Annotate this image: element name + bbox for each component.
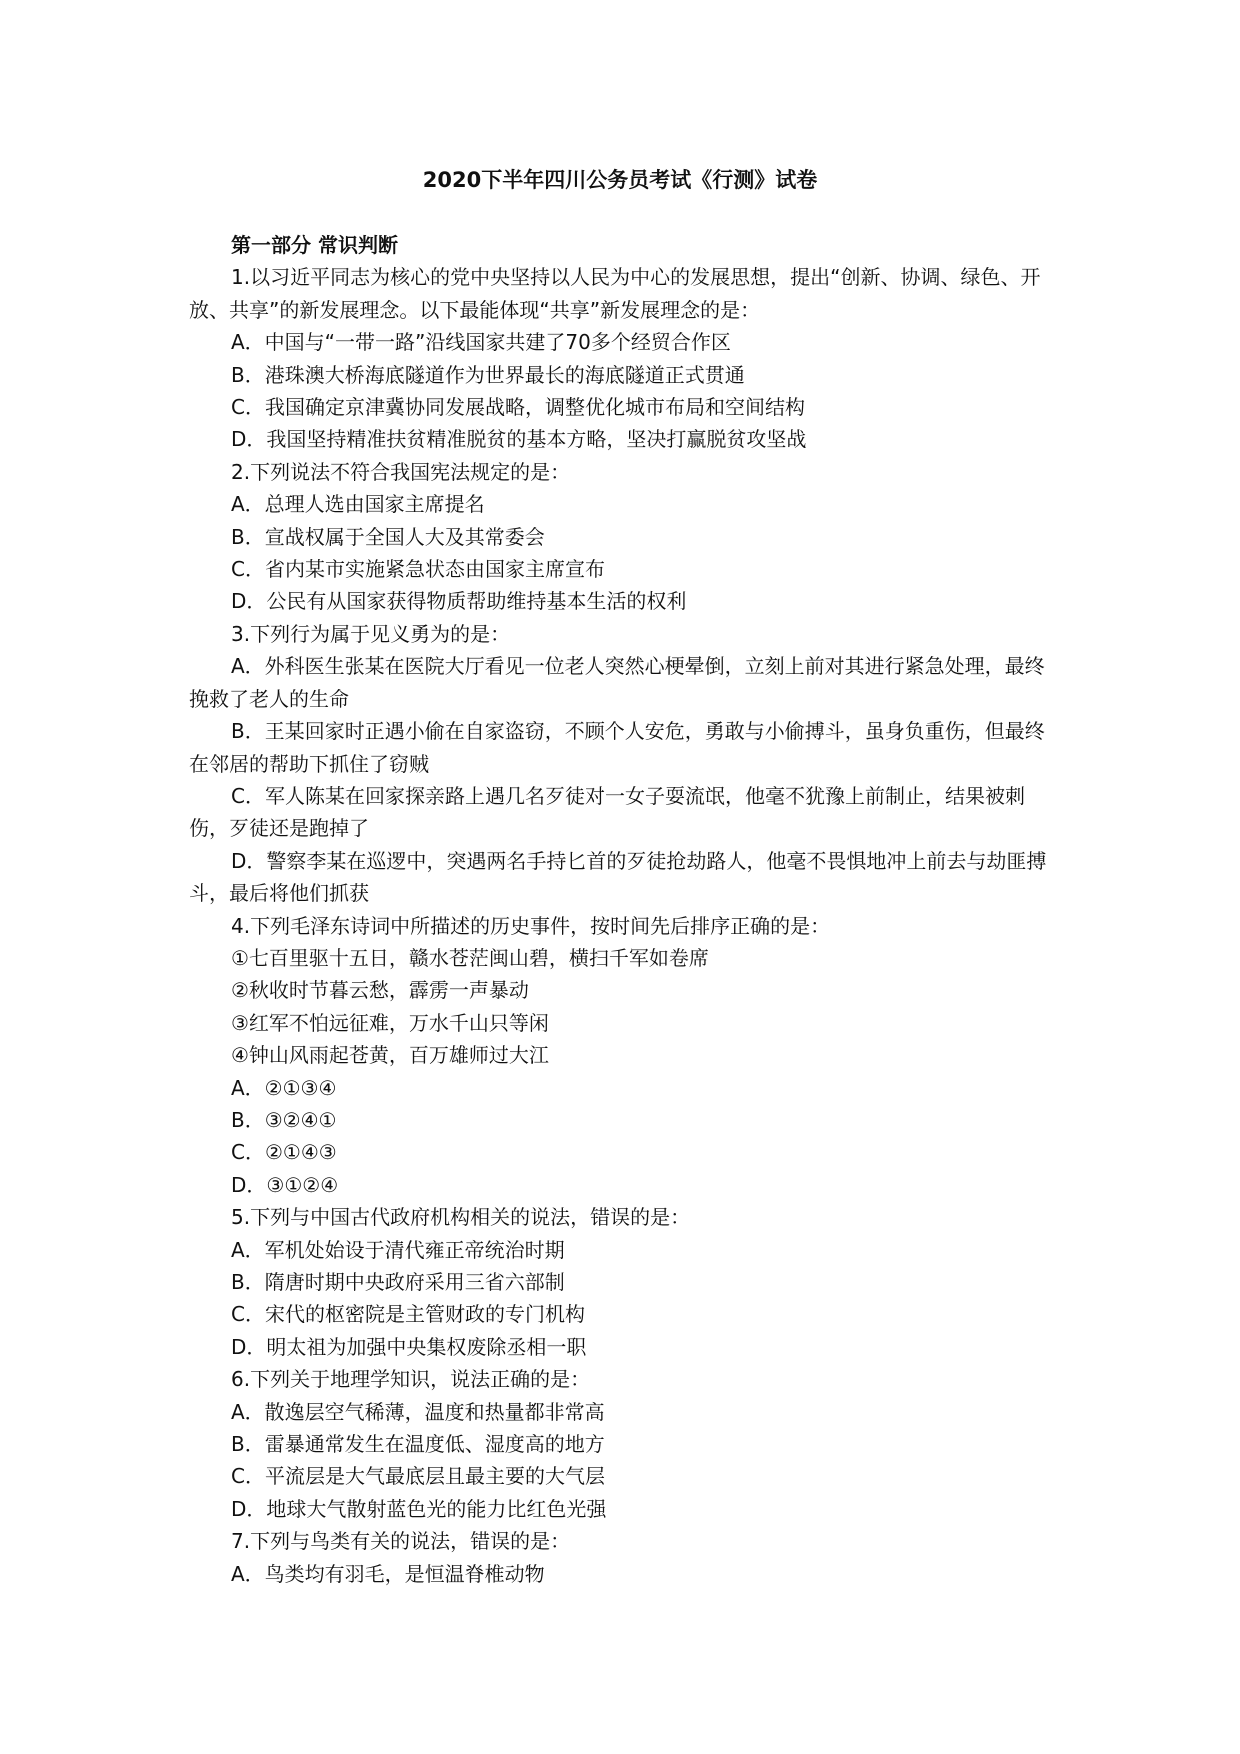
question-3-option-c: C．军人陈某在回家探亲路上遇几名歹徒对一女子耍流氓，他毫不犹豫上前制止，结果被刺伤，歹徒还是跑掉了 — [189, 783, 1025, 841]
question-3-stem: 3.下列行为属于见义勇为的是： — [231, 621, 511, 646]
question-2-option-c: C．省内某市实施紧急状态由国家主席宣布 — [231, 557, 605, 582]
question-2-option-b: B．宣战权属于全国人大及其常委会 — [231, 524, 545, 549]
question-4-option-d: D．③①②④ — [231, 1172, 339, 1197]
question-3-option-b: B．王某回家时正遇小偷在自家盗窃，不顾个人安危，勇敢与小偷搏斗，虽身负重伤，但最终在邻居的帮助下抓住了窃贼 — [189, 719, 1045, 776]
question-6-option-c: C．平流层是大气最底层且最主要的大气层 — [231, 1464, 605, 1489]
question-5-stem: 5.下列与中国古代政府机构相关的说法，错误的是： — [231, 1205, 691, 1230]
question-4-option-a: A．②①③④ — [231, 1075, 337, 1100]
question-4-item-4: ④钟山风雨起苍黄，百万雄师过大江 — [231, 1043, 549, 1068]
document-title: 2020下半年四川公务员考试《行测》试卷 — [422, 168, 818, 192]
section-title: 第一部分 常识判断 — [231, 233, 398, 257]
question-3-option-d: D．警察李某在巡逻中，突遇两名手持匕首的歹徒抢劫路人，他毫不畏惧地冲上前去与劫匪搏斗，最后将他们抓获 — [189, 848, 1047, 906]
question-7-option-a: A．鸟类均有羽毛，是恒温脊椎动物 — [231, 1561, 545, 1586]
question-5-option-b: B．隋唐时期中央政府采用三省六部制 — [231, 1270, 565, 1294]
question-1-stem: 1.以习近平同志为核心的党中央坚持以人民为中心的发展思想，提出“创新、协调、绿色、开放、共享”的新发展理念。以下最能体现“共享”新发展理念的是： — [189, 265, 1041, 322]
question-6-option-a: A．散逸层空气稀薄，温度和热量都非常高 — [231, 1399, 605, 1424]
question-2-stem: 2.下列说法不符合我国宪法规定的是： — [231, 459, 571, 484]
document-body — [189, 229, 1059, 1590]
question-4-item-1: ①七百里驱十五日，赣水苍茫闽山碧，横扫千军如卷席 — [231, 945, 709, 970]
question-4-item-2: ②秋收时节暮云愁，霹雳一声暴动 — [231, 978, 529, 1003]
question-6-option-d: D．地球大气散射蓝色光的能力比红色光强 — [231, 1496, 607, 1521]
question-5-option-a: A．军机处始设于清代雍正帝统治时期 — [231, 1237, 565, 1262]
question-1-option-d: D．我国坚持精准扶贫精准脱贫的基本方略，坚决打赢脱贫攻坚战 — [231, 427, 807, 452]
question-1-option-c: C．我国确定京津冀协同发展战略，调整优化城市布局和空间结构 — [231, 395, 805, 420]
question-1-option-a: A．中国与“一带一路”沿线国家共建了70多个经贸合作区 — [231, 330, 731, 355]
question-2-option-a: A．总理人选由国家主席提名 — [231, 492, 485, 517]
question-6-option-b: B．雷暴通常发生在温度低、湿度高的地方 — [231, 1432, 605, 1457]
question-1-option-b: B．港珠澳大桥海底隧道作为世界最长的海底隧道正式贯通 — [231, 362, 745, 387]
question-7-stem: 7.下列与鸟类有关的说法，错误的是： — [231, 1529, 571, 1554]
question-4-item-3: ③红军不怕远征难，万水千山只等闲 — [231, 1010, 549, 1035]
question-4-stem: 4.下列毛泽东诗词中所描述的历史事件，按时间先后排序正确的是： — [231, 913, 831, 938]
question-4-option-b: B．③②④① — [231, 1107, 337, 1132]
question-4-option-c: C．②①④③ — [231, 1140, 337, 1165]
question-5-option-c: C．宋代的枢密院是主管财政的专门机构 — [231, 1302, 585, 1327]
question-6-stem: 6.下列关于地理学知识，说法正确的是： — [231, 1367, 591, 1392]
question-2-option-d: D．公民有从国家获得物质帮助维持基本生活的权利 — [231, 589, 687, 614]
question-3-option-a: A．外科医生张某在医院大厅看见一位老人突然心梗晕倒，立刻上前对其进行紧急处理，最终挽救了老人的生命 — [189, 654, 1045, 711]
question-5-option-d: D．明太祖为加强中央集权废除丞相一职 — [231, 1334, 587, 1359]
